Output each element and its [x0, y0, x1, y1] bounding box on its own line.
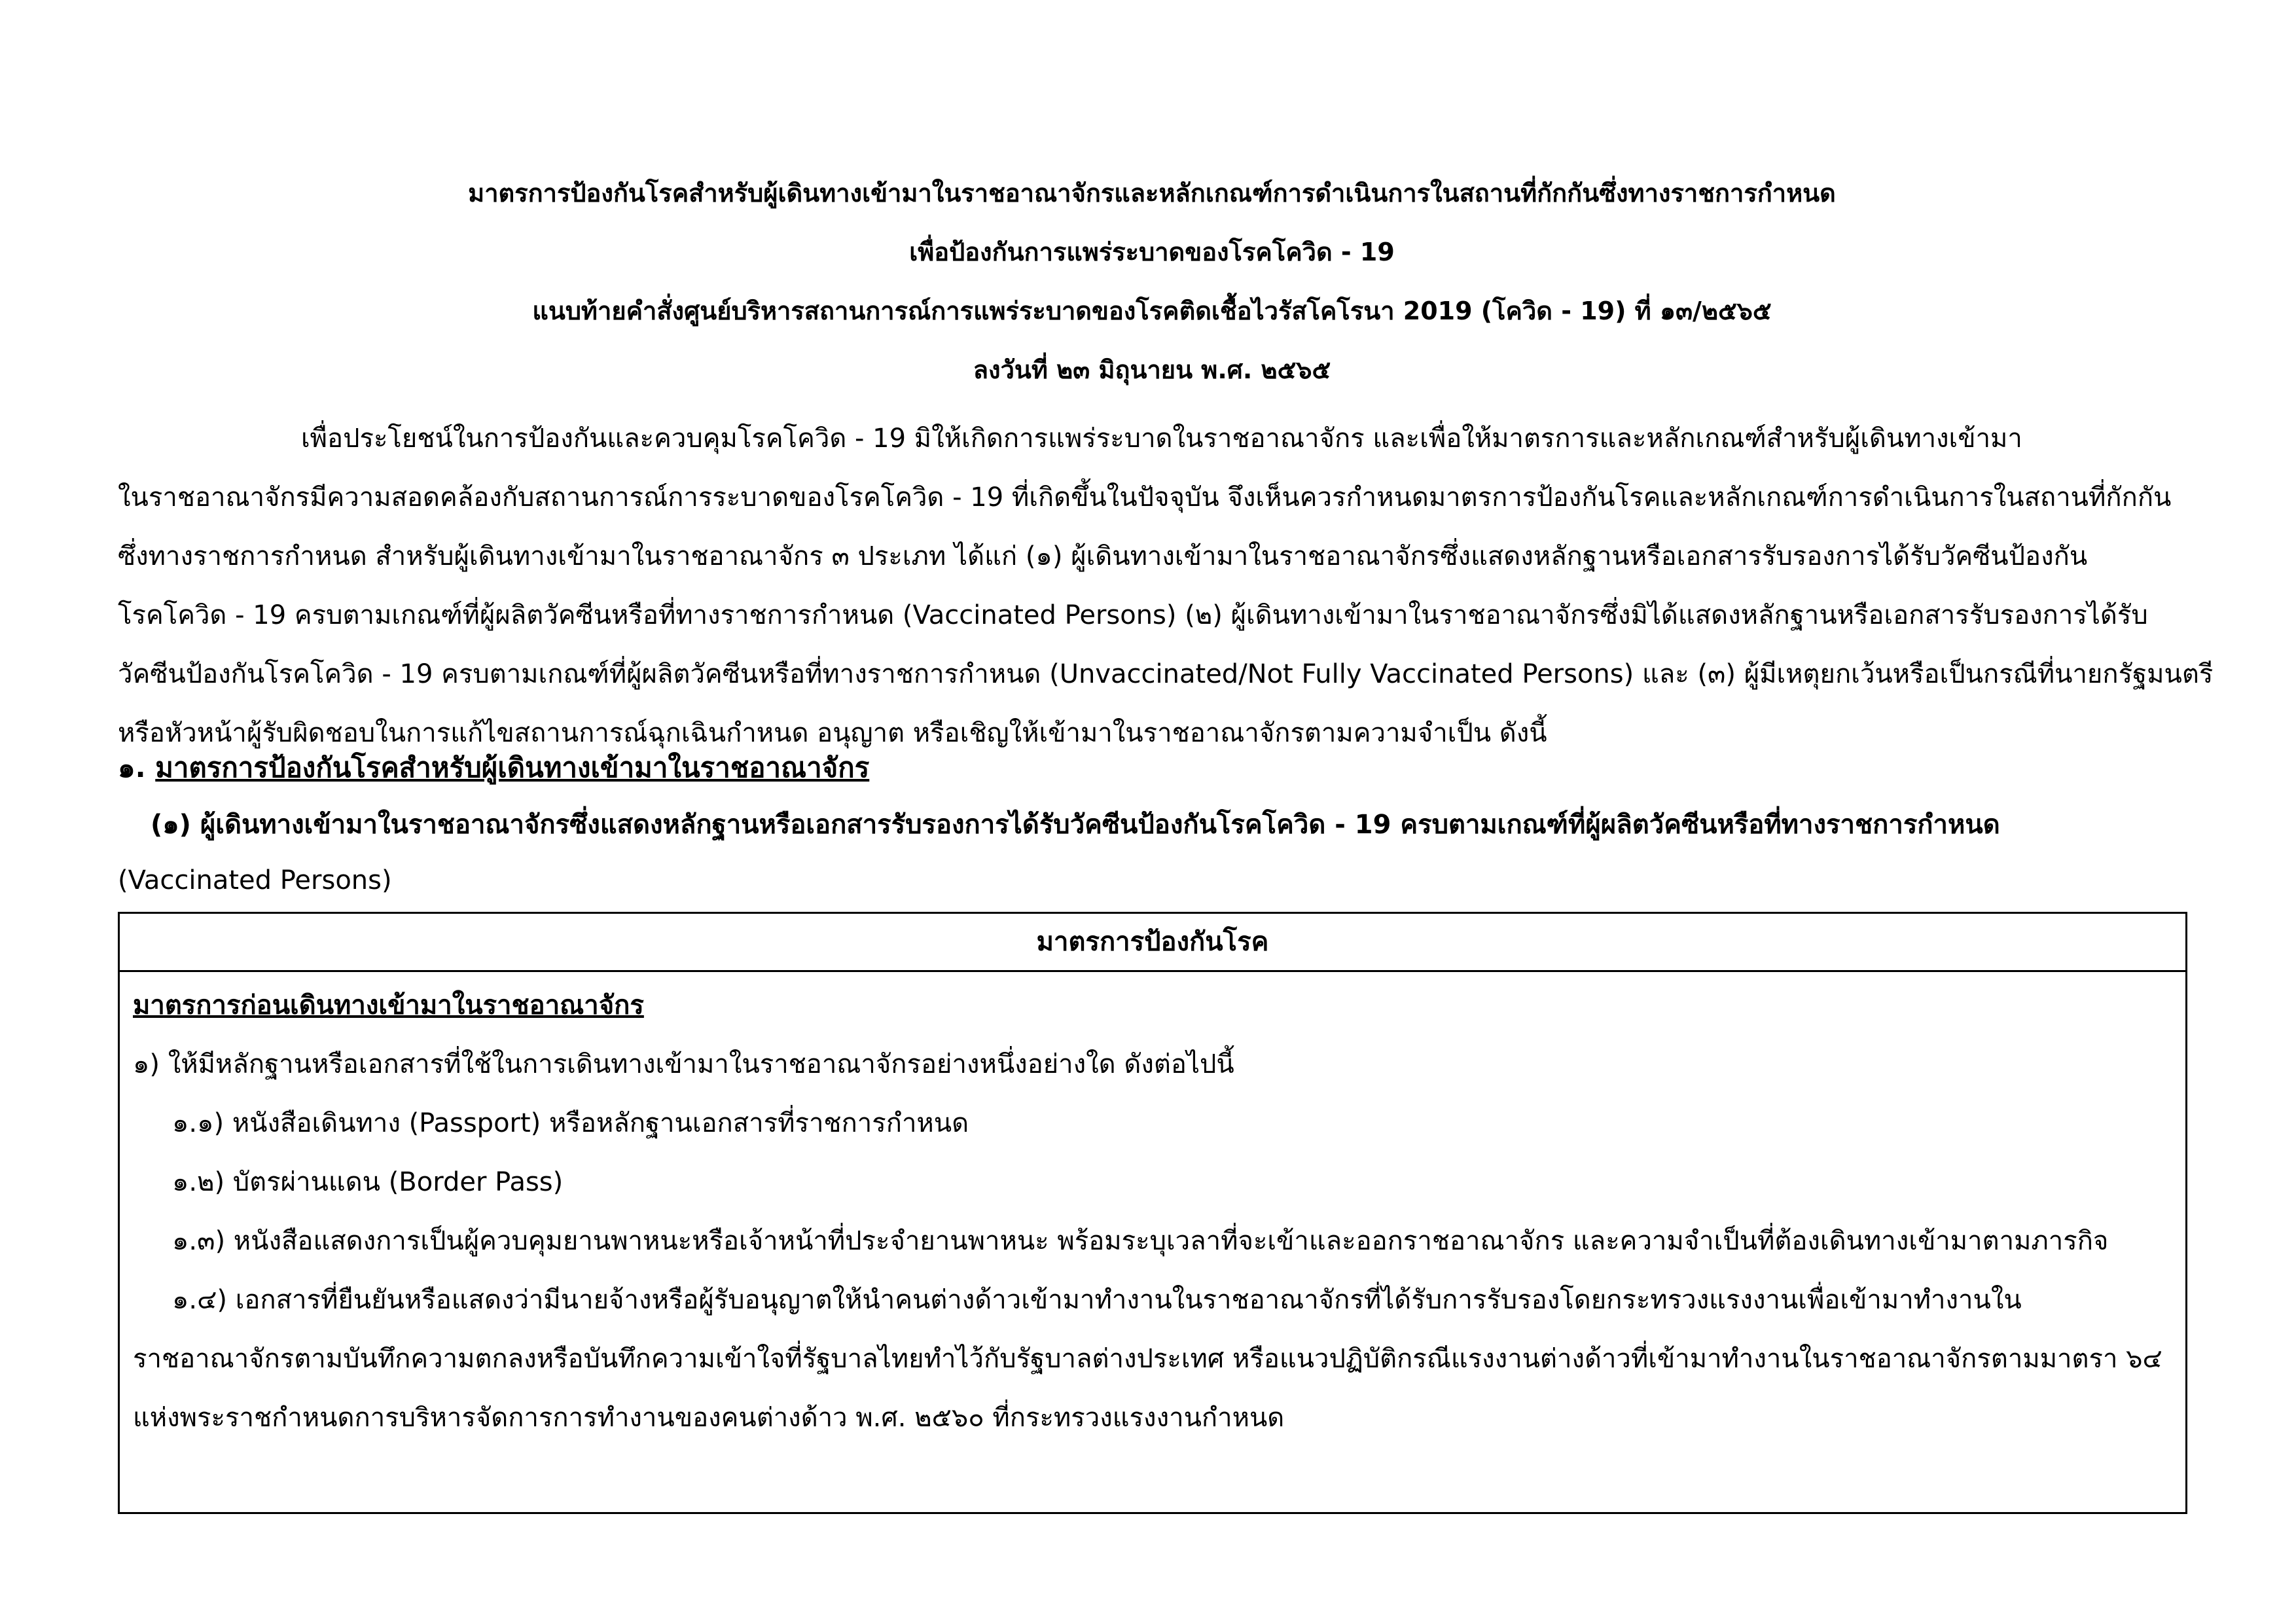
measures-table: [118, 912, 2187, 1514]
table-item-1-1: ๑.๑) หนังสือเดินทาง (Passport) หรือหลักฐานเอกสารที่ราชการกำหนด: [172, 1108, 969, 1138]
subheading-line-2: (Vaccinated Persons): [118, 865, 392, 895]
intro-line: โรคโควิด - 19 ครบตามเกณฑ์ที่ผู้ผลิตวัคซีนหรือที่ทางราชการกำหนด (Vaccinated Persons) (๒) ผู้เดินทางเข้ามาในราชอาณาจักรซึ่งมิได้แสดงหลักฐานหรือเอกสารรับรองการได้รับ: [118, 600, 2148, 630]
table-item-1-2: ๑.๒) บัตรผ่านแดน (Border Pass): [172, 1167, 564, 1197]
subheading-line-1: (๑) ผู้เดินทางเข้ามาในราชอาณาจักรซึ่งแสดงหลักฐานหรือเอกสารรับรองการได้รับวัคซีนป้องกันโรคโควิด - 19 ครบตามเกณฑ์ที่ผู้ผลิตวัคซีนหรือที่ทางราชการกำหนด: [151, 810, 2000, 840]
table-item-1-4: ๑.๔) เอกสารที่ยืนยันหรือแสดงว่ามีนายจ้างหรือผู้รับอนุญาตให้นำคนต่างด้าวเข้ามาทำงานในราชอาณาจักรที่ได้รับการรับรองโดยกระทรวงแรงงานเพื่อเข้ามาทำงานใน: [172, 1285, 2022, 1315]
intro-line: หรือหัวหน้าผู้รับผิดชอบในการแก้ไขสถานการณ์ฉุกเฉินกำหนด อนุญาต หรือเชิญให้เข้ามาในราชอาณาจักรตามความจำเป็น ดังนี้: [118, 718, 1547, 748]
title-line-1: มาตรการป้องกันโรคสำหรับผู้เดินทางเข้ามาในราชอาณาจักรและหลักเกณฑ์การดำเนินการในสถานที่กักกันซึ่งทางราชการกำหนด: [468, 179, 1836, 208]
intro-line: ซึ่งทางราชการกำหนด สำหรับผู้เดินทางเข้ามาในราชอาณาจักร ๓ ประเภท ได้แก่ (๑) ผู้เดินทางเข้ามาในราชอาณาจักรซึ่งแสดงหลักฐานหรือเอกสารรับรองการได้รับวัคซีนป้องกัน: [118, 541, 2088, 571]
intro-line: เพื่อประโยชน์ในการป้องกันและควบคุมโรคโควิด - 19 มิให้เกิดการแพร่ระบาดในราชอาณาจักร และเพื่อให้มาตรการและหลักเกณฑ์สำหรับผู้เดินทางเข้ามา: [301, 424, 2022, 454]
section-1-heading: [118, 738, 869, 797]
document-title: [118, 164, 2186, 399]
section-1-subheading: [118, 795, 2186, 907]
section-1-title: มาตรการป้องกันโรคสำหรับผู้เดินทางเข้ามาในราชอาณาจักร: [155, 751, 870, 784]
table-item-1-4-cont: แห่งพระราชกำหนดการบริหารจัดการการทำงานของคนต่างด้าว พ.ศ. ๒๕๖๐ ที่กระทรวงแรงงานกำหนด: [133, 1403, 1285, 1433]
table-header: มาตรการป้องกันโรค: [120, 914, 2185, 972]
title-line-4: ลงวันที่ ๒๓ มิถุนายน พ.ศ. ๒๕๖๕: [973, 355, 1331, 384]
table-body: [120, 972, 2185, 1447]
intro-paragraph: [118, 409, 2214, 763]
table-subheading: มาตรการก่อนเดินทางเข้ามาในราชอาณาจักร: [133, 990, 644, 1020]
section-1-number: ๑.: [118, 751, 146, 784]
table-item-1: ๑) ให้มีหลักฐานหรือเอกสารที่ใช้ในการเดินทางเข้ามาในราชอาณาจักรอย่างหนึ่งอย่างใด ดังต่อไปนี้: [133, 1049, 1234, 1079]
intro-line: ในราชอาณาจักรมีความสอดคล้องกับสถานการณ์การระบาดของโรคโควิด - 19 ที่เกิดขึ้นในปัจจุบัน จึงเห็นควรกำหนดมาตรการป้องกันโรคและหลักเกณฑ์การดำเนินการในสถานที่กักกัน: [118, 482, 2172, 513]
intro-line: วัคซีนป้องกันโรคโควิด - 19 ครบตามเกณฑ์ที่ผู้ผลิตวัคซีนหรือที่ทางราชการกำหนด (Unvaccinated/Not Fully Vaccinated Persons) และ (๓) ผู้มีเหตุยกเว้นหรือเป็นกรณีที่นายกรัฐมนตรี: [118, 659, 2214, 689]
table-item-1-3: ๑.๓) หนังสือแสดงการเป็นผู้ควบคุมยานพาหนะหรือเจ้าหน้าที่ประจำยานพาหนะ พร้อมระบุเวลาที่จะเข้าและออกราชอาณาจักร และความจำเป็นที่ต้องเดินทางเข้ามาตามภารกิจ: [172, 1226, 2109, 1256]
title-line-3: แนบท้ายคำสั่งศูนย์บริหารสถานการณ์การแพร่ระบาดของโรคติดเชื้อไวรัสโคโรนา 2019 (โควิด - 19) ที่ ๑๓/๒๕๖๕: [532, 297, 1772, 325]
title-line-2: เพื่อป้องกันการแพร่ระบาดของโรคโควิด - 19: [909, 238, 1395, 266]
table-item-1-4-cont: ราชอาณาจักรตามบันทึกความตกลงหรือบันทึกความเข้าใจที่รัฐบาลไทยทำไว้กับรัฐบาลต่างประเทศ หรือแนวปฏิบัติกรณีแรงงานต่างด้าวที่เข้ามาทำงานในราชอาณาจักรตามมาตรา ๖๔: [133, 1344, 2162, 1374]
